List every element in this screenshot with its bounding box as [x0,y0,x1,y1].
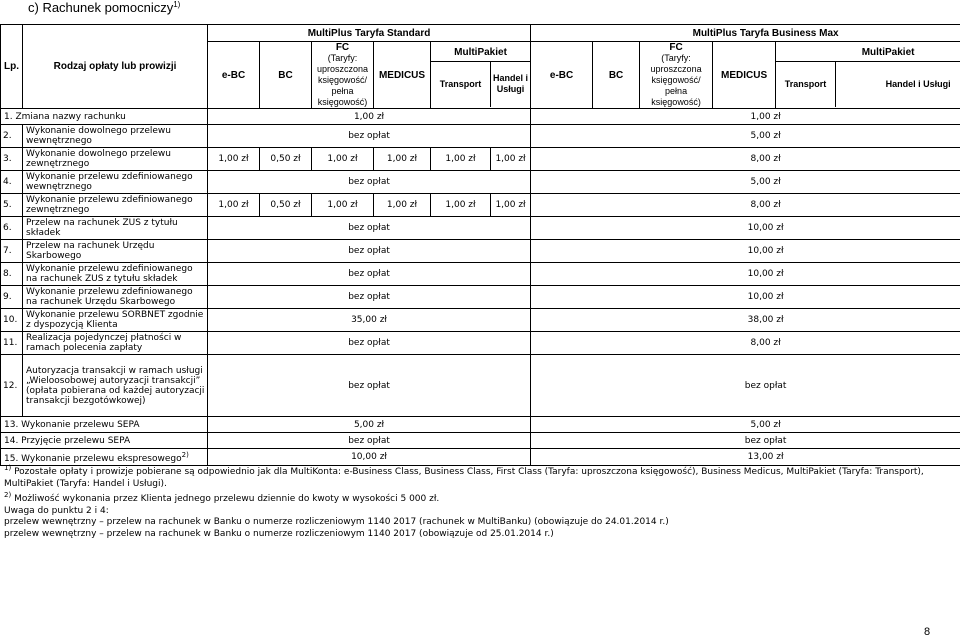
row-label: 13. Wykonanie przelewu SEPA [1,417,208,433]
row-description: Wykonanie przelewu zdefiniowanego wewnętrznego [23,171,208,194]
row-footnote-ref: 2) [181,451,189,459]
row-number: 6. [1,217,23,240]
header-bc-biz: BC [593,42,640,109]
medicus-fee: 1,00 zł [374,194,431,217]
biz-fee: 10,00 zł [531,217,960,240]
row-description: Wykonanie przelewu zdefiniowanego na rachunek Urzędu Skarbowego [23,286,208,309]
table-row [1,263,960,286]
ebc-fee: 1,00 zł [208,194,260,217]
transport-fee: 1,00 zł [431,194,491,217]
page-number: 8 [924,626,931,638]
table-row [1,355,960,417]
row-number: 10. [1,309,23,332]
fee-table [0,24,960,466]
header-row-1 [1,25,960,42]
section-heading [28,0,180,15]
std-fee: bez opłat [208,263,531,286]
biz-fee: 5,00 zł [531,171,960,194]
row-number: 7. [1,240,23,263]
row-number: 12. [1,355,23,417]
biz-fee: 10,00 zł [531,263,960,286]
note-internal-transfer-1: przelew wewnętrzny – przelew na rachunek w Banku o numerze rozliczeniowym 1140 2017 (rachunek w MultiBanku) (obowiązuje do 24.01.2014 r.) [4,517,669,527]
footnote-2-text: Możliwość wykonania przez Klienta jednego przelewu dziennie do kwoty w wysokości 5 000 zł. [14,494,440,504]
footnote-1-ref: 1) [4,464,12,472]
table-row [1,171,960,194]
header-fc-biz-sub: (Taryfy: uproszczona księgowość/ pełna księgowość) [650,53,702,107]
header-bc: BC [260,42,312,109]
table-row [1,417,960,433]
multipakiet-biz-label: MultiPakiet [776,44,960,62]
header-medicus-biz: MEDICUS [713,42,776,109]
header-multipakiet [431,42,531,109]
row-description: Przelew na rachunek ZUS z tytułu składek [23,217,208,240]
fc-fee: 1,00 zł [312,194,374,217]
table-row [1,125,960,148]
handel-fee: 1,00 zł [491,148,531,171]
table-row [1,433,960,449]
footnote-2-ref: 2) [4,491,12,499]
biz-fee: 13,00 zł [531,449,960,466]
row-description: Realizacja pojedynczej płatności w ramach polecenia zapłaty [23,332,208,355]
table-row [1,332,960,355]
header-fc-biz-label: FC [669,42,683,53]
table-row [1,286,960,309]
multipakiet-subs [431,62,530,107]
biz-fee: 8,00 zł [531,332,960,355]
footnote-1-text: Pozostałe opłaty i prowizje pobierane są odpowiednio jak dla MultiKonta: e-Business Class, Business Class, First Class (Taryfa: uproszczona księgowość), Business Medicus, MultiPakiet (Taryfa: Transport), MultiPakiet (Taryfa: Handel i Usługi). [4,467,924,489]
header-multipakiet-biz [776,42,960,109]
std-fee: bez opłat [208,125,531,148]
footnotes [4,463,954,540]
table-row [1,194,960,217]
std-fee: 1,00 zł [208,109,531,125]
header-medicus: MEDICUS [374,42,431,109]
header-fc-label: FC [335,42,350,53]
std-fee: 10,00 zł [208,449,531,466]
row-number: 5. [1,194,23,217]
biz-fee: 5,00 zł [531,417,960,433]
row-description: Wykonanie przelewu SORBNET zgodnie z dyspozycją Klienta [23,309,208,332]
transport-fee: 1,00 zł [431,148,491,171]
row-number: 4. [1,171,23,194]
row-number: 3. [1,148,23,171]
handel-fee: 1,00 zł [491,194,531,217]
multipakiet-biz-subs [776,62,960,107]
footnote-1 [4,463,954,490]
header-handel: Handel i Usługi [493,73,529,94]
header-handel-biz: Handel i Usługi [885,78,951,89]
biz-fee: 1,00 zł [531,109,960,125]
ebc-fee: 1,00 zł [208,148,260,171]
row-description: Wykonanie dowolnego przelewu wewnętrznego [23,125,208,148]
header-transport-biz: Transport [776,62,836,107]
row-label-text: 15. Wykonanie przelewu ekspresowego [4,454,182,464]
std-fee: bez opłat [208,332,531,355]
header-ebc-biz: e-BC [531,42,593,109]
std-fee: 5,00 zł [208,417,531,433]
std-fee: bez opłat [208,355,531,417]
bc-fee: 0,50 zł [260,148,312,171]
header-fee-type: Rodzaj opłaty lub prowizji [23,25,208,109]
row-description: Wykonanie przelewu zdefiniowanego na rachunek ZUS z tytułu składek [23,263,208,286]
std-fee: bez opłat [208,171,531,194]
row-description: Przelew na rachunek Urzędu Skarbowego [23,240,208,263]
fc-fee: 1,00 zł [312,148,374,171]
table-row [1,240,960,263]
heading-footnote-ref: 1) [173,0,181,9]
note-heading: Uwaga do punktu 2 i 4: [4,505,109,516]
biz-fee: 5,00 zł [531,125,960,148]
std-fee: 35,00 zł [208,309,531,332]
row-number: 9. [1,286,23,309]
row-description: Wykonanie dowolnego przelewu zewnętrznego [23,148,208,171]
std-fee: bez opłat [208,286,531,309]
table-row [1,309,960,332]
heading-text: c) Rachunek pomocniczy [28,0,174,15]
biz-fee: 8,00 zł [531,194,960,217]
note-internal-transfer-2: przelew wewnętrzny – przelew na rachunek w Banku o numerze rozliczeniowym 1140 2017 (obowiązuje od 25.01.2014 r.) [4,528,554,539]
std-fee: bez opłat [208,240,531,263]
row-description: Autoryzacja transakcji w ramach usługi „Wieloosobowej autoryzacji transakcji” (opłata pobierana od każdej autoryzacji transakcji bezgotówkowej) [23,355,208,417]
biz-fee: 10,00 zł [531,286,960,309]
header-lp: Lp. [1,25,23,109]
header-standard: MultiPlus Taryfa Standard [208,25,531,42]
bc-fee: 0,50 zł [260,194,312,217]
biz-fee: bez opłat [531,433,960,449]
row-number: 2. [1,125,23,148]
table-row [1,217,960,240]
std-fee: bez opłat [208,433,531,449]
biz-fee: bez opłat [531,355,960,417]
row-number: 8. [1,263,23,286]
header-fc-sub: (Taryfy: uproszczona księgowość/ pełna księgowość) [316,53,369,107]
header-fc [312,42,374,109]
header-fc-biz [640,42,713,109]
row-number: 11. [1,332,23,355]
std-fee: bez opłat [208,217,531,240]
header-transport: Transport [431,62,491,107]
row-description: Wykonanie przelewu zdefiniowanego zewnętrznego [23,194,208,217]
biz-fee: 38,00 zł [531,309,960,332]
footnote-2 [4,490,954,506]
table-row [1,109,960,125]
multipakiet-label: MultiPakiet [431,44,530,62]
header-ebc: e-BC [208,42,260,109]
table-row [1,148,960,171]
row-label: 14. Przyjęcie przelewu SEPA [1,433,208,449]
biz-fee: 10,00 zł [531,240,960,263]
biz-fee: 8,00 zł [531,148,960,171]
medicus-fee: 1,00 zł [374,148,431,171]
row-label: 1. Zmiana nazwy rachunku [1,109,208,125]
header-business: MultiPlus Taryfa Business Max [531,25,960,42]
